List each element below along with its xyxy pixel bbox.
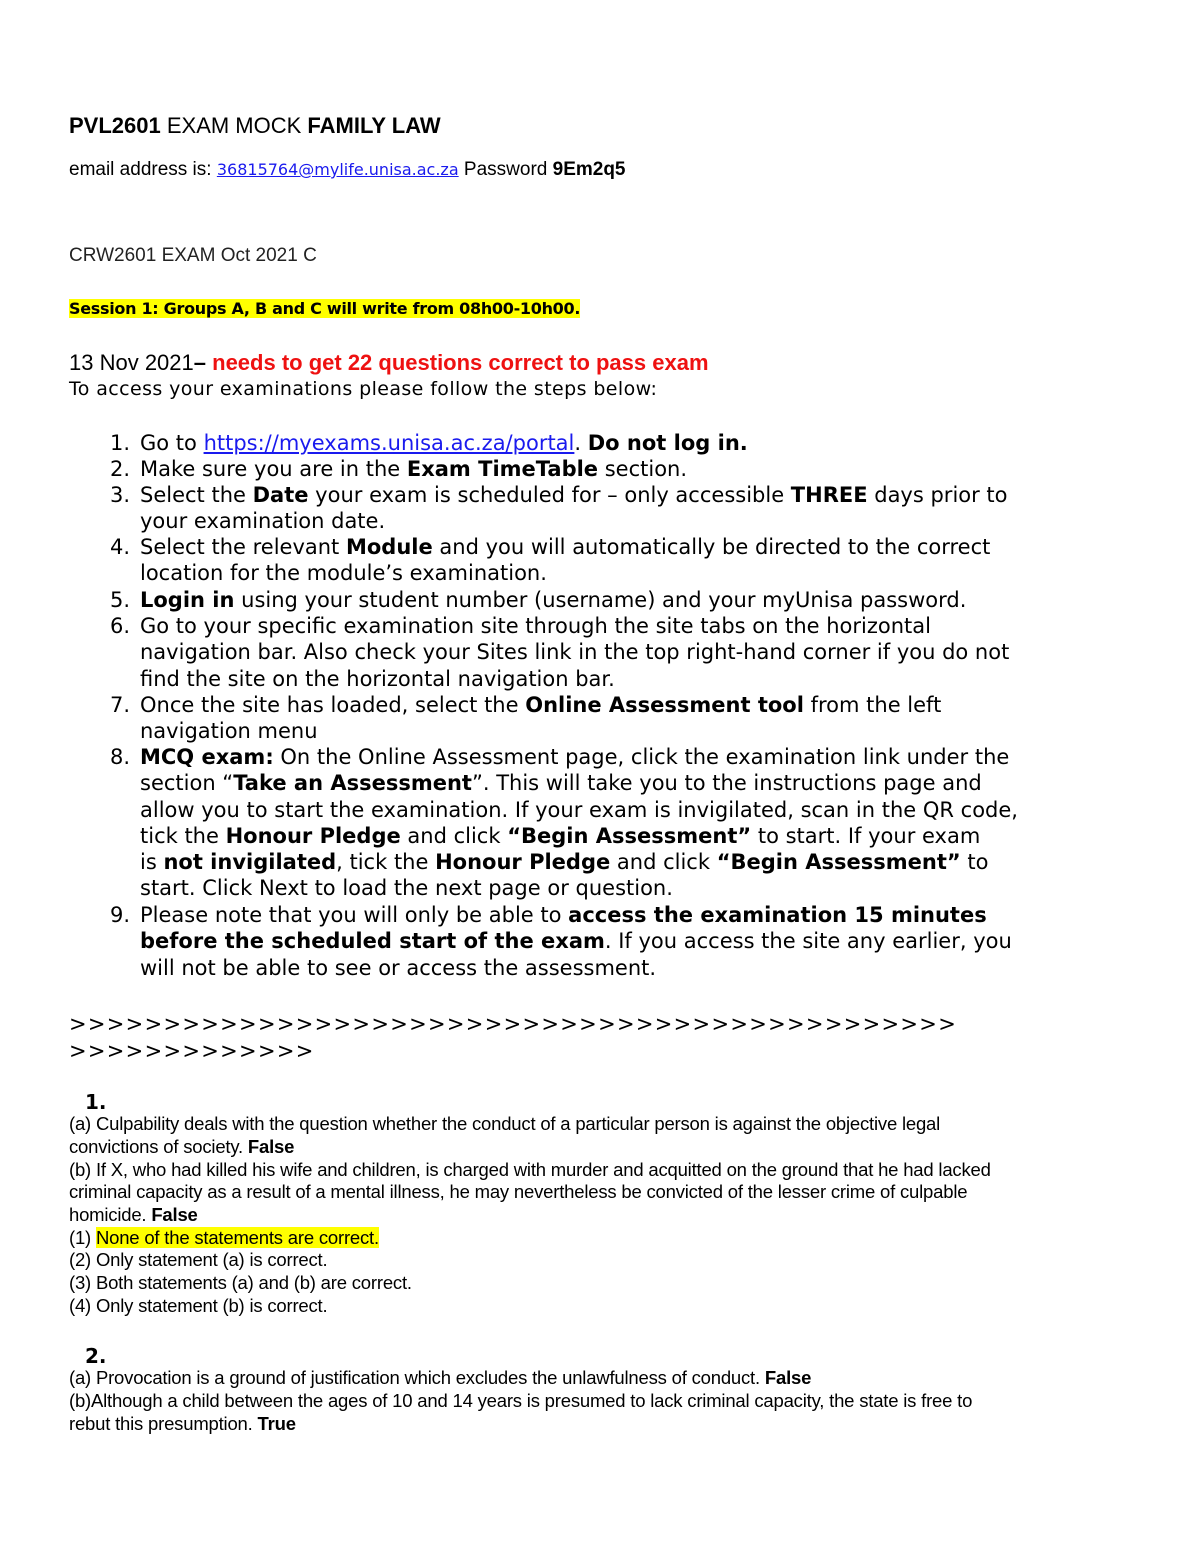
- step-text: navigation bar. Also check your Sites link in the top right-hand corner if you do not: [140, 640, 1010, 665]
- step-text: .: [574, 431, 588, 455]
- step-bold: Honour Pledge: [435, 850, 611, 875]
- divider-line-1: >>>>>>>>>>>>>>>>>>>>>>>>>>>>>>>>>>>>>>>>>>>>>>>: [69, 1012, 958, 1036]
- step-text: Once the site has loaded, select the: [140, 693, 526, 717]
- q1-statement-b-line2: criminal capacity as a result of a mental illness, he may nevertheless be convicted of the lesser crime of culpable: [69, 1181, 968, 1202]
- step-text: and click: [400, 823, 508, 848]
- step-bold: Date: [252, 483, 309, 507]
- step-text: from the left: [803, 693, 942, 717]
- q1-option-2: (2) Only statement (a) is correct.: [69, 1249, 328, 1270]
- step-text: your exam is scheduled for – only accessible: [308, 483, 791, 507]
- step-text: section.: [598, 457, 688, 481]
- question-2-number: 2.: [85, 1344, 107, 1368]
- step-bold: Do not log in.: [587, 431, 748, 455]
- step-text: Make sure you are in the: [140, 457, 407, 481]
- step-text: is: [140, 850, 164, 875]
- step-text: start. Click Next to load the next page or question.: [140, 876, 673, 901]
- step-number: 3.: [109, 483, 130, 507]
- course-code: PVL2601: [69, 113, 161, 138]
- step-text: to start. If your exam: [751, 823, 981, 848]
- q2-statement-a: [69, 1367, 811, 1389]
- exam-code-line: CRW2601 EXAM Oct 2021 C: [69, 245, 317, 266]
- step-text: allow you to start the examination. If your exam is invigilated, scan in the QR code,: [140, 797, 1018, 822]
- password-value: 9Em2q5: [552, 159, 626, 180]
- step-number: 4.: [109, 535, 130, 559]
- q1-statement-b-line1: (b) If X, who had killed his wife and children, is charged with murder and acquitted on the ground that he had lacked: [69, 1159, 991, 1180]
- step-bold: not invigilated: [163, 850, 337, 875]
- step-number: 9.: [109, 903, 130, 927]
- step-bold: Online Assessment tool: [525, 693, 804, 717]
- step-bold: access the examination 15 minutes: [568, 903, 987, 927]
- step-bold: before the scheduled start of the exam: [140, 929, 605, 954]
- pass-note: needs to get 22 questions correct to pass exam: [206, 350, 709, 375]
- step-text: using your student number (username) and your myUnisa password.: [234, 588, 967, 612]
- q1-option-3: (3) Both statements (a) and (b) are correct.: [69, 1272, 412, 1293]
- exam-date: 13 Nov 2021: [69, 350, 194, 375]
- step-text: . If you access the site any earlier, you: [604, 929, 1012, 954]
- session-note: Session 1: Groups A, B and C will write from 08h00-10h00.: [69, 299, 581, 318]
- step-bold: Honour Pledge: [225, 823, 401, 848]
- document-title: [69, 113, 441, 139]
- q1-correct-option: None of the statements are correct.: [95, 1227, 379, 1248]
- step-text: ”. This will take you to the instructions page and: [471, 771, 982, 796]
- step-number: 2.: [109, 457, 130, 481]
- step-number: 1.: [109, 431, 130, 455]
- q1-statement-a-line1: (a) Culpability deals with the question whether the conduct of a particular person is against the objective legal: [69, 1113, 941, 1134]
- step-text: your examination date.: [140, 509, 386, 534]
- intro-text: To access your examinations please follow the steps below:: [69, 378, 658, 400]
- divider-line-2: >>>>>>>>>>>>>: [69, 1039, 315, 1063]
- step-bold: “Begin Assessment”: [716, 850, 961, 875]
- q1-option-1: [69, 1227, 379, 1249]
- date-line: [69, 350, 709, 376]
- q1-a-answer: False: [247, 1136, 295, 1157]
- step-text: Please note that you will only be able to: [140, 903, 569, 927]
- step-text: , tick the: [336, 850, 436, 875]
- step-text: tick the: [140, 823, 226, 848]
- step-bold: MCQ exam:: [140, 745, 274, 769]
- step-text: navigation menu: [140, 719, 318, 744]
- step-text: Select the relevant: [140, 535, 346, 559]
- date-dash: –: [193, 350, 207, 375]
- title-middle: EXAM MOCK: [160, 113, 308, 138]
- step-text: and click: [610, 850, 717, 875]
- step-bold: Module: [345, 535, 433, 559]
- email-label: email address is:: [69, 159, 217, 180]
- step-bold: Login in: [140, 588, 235, 612]
- step-text: and you will automatically be directed to the correct: [432, 535, 991, 559]
- q1-statement-b-text: homicide.: [69, 1204, 152, 1225]
- step-bold: Exam TimeTable: [406, 457, 599, 481]
- step-bold: “Begin Assessment”: [507, 823, 752, 848]
- email-line: [69, 159, 626, 181]
- q1-b-answer: False: [151, 1204, 198, 1225]
- step-bold: THREE: [790, 483, 868, 507]
- q2-b-answer: True: [257, 1413, 296, 1434]
- portal-link[interactable]: https://myexams.unisa.ac.za/portal: [203, 431, 575, 455]
- step-text: On the Online Assessment page, click the examination link under the: [273, 745, 1010, 769]
- q1-statement-b-line3: [69, 1204, 198, 1226]
- step-text: find the site on the horizontal navigation bar.: [140, 666, 615, 691]
- question-1-number: 1.: [85, 1090, 107, 1114]
- q2-statement-a-text: (a) Provocation is a ground of justification which excludes the unlawfulness of conduct.: [69, 1367, 765, 1388]
- step-number: 5.: [109, 588, 130, 612]
- step-text: will not be able to see or access the assessment.: [140, 955, 657, 980]
- q1-option-1-number: (1): [69, 1227, 96, 1248]
- q1-statement-a-text: convictions of society.: [69, 1136, 248, 1157]
- title-subject: FAMILY LAW: [307, 113, 441, 138]
- q2-a-answer: False: [764, 1367, 812, 1388]
- q2-statement-b-line2: [69, 1413, 296, 1435]
- step-bold: Take an Assessment: [233, 771, 472, 796]
- q1-option-4: (4) Only statement (b) is correct.: [69, 1295, 328, 1316]
- step-text: days prior to: [867, 483, 1008, 507]
- step-number: 6.: [109, 614, 130, 638]
- step-text: Go to: [140, 431, 204, 455]
- email-link[interactable]: 36815764@mylife.unisa.ac.za: [216, 160, 459, 179]
- step-text: Select the: [140, 483, 253, 507]
- q1-statement-a-line2: [69, 1136, 294, 1158]
- q2-statement-b-line1: (b)Although a child between the ages of 10 and 14 years is presumed to lack criminal capacity, the state is free to: [69, 1390, 973, 1411]
- step-number: 7.: [109, 693, 130, 717]
- step-text: location for the module’s examination.: [140, 561, 547, 586]
- step-number: 8.: [109, 745, 130, 769]
- step-text: to: [960, 850, 989, 875]
- step-text: Go to your specific examination site through the site tabs on the horizontal: [140, 614, 931, 638]
- password-label: Password: [458, 159, 553, 180]
- step-text: section “: [140, 771, 234, 796]
- q2-statement-b-text: rebut this presumption.: [69, 1413, 258, 1434]
